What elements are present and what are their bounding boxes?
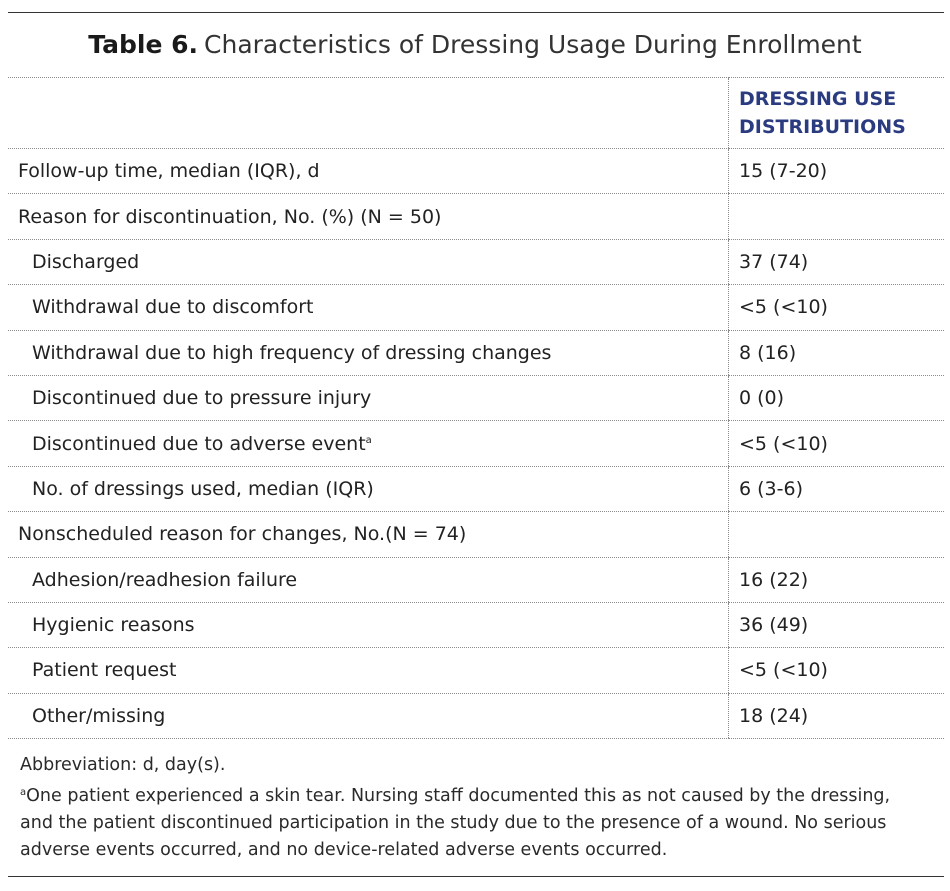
row-label: Adhesion/readhesion failure: [8, 557, 729, 602]
footnote-text: One patient experienced a skin tear. Nursing staff documented this as not caused by the dressing,: [26, 786, 891, 806]
footnote-line: and the patient discontinued participation in the study due to the presence of a wound. No serious: [20, 813, 887, 833]
table-row: [8, 239, 944, 284]
table-row: [8, 602, 944, 647]
row-value: 0 (0): [729, 375, 945, 420]
row-value: [729, 194, 945, 239]
row-value: 15 (7-20): [729, 149, 945, 194]
table-row: [8, 194, 944, 239]
table-row: [8, 375, 944, 420]
row-label: Hygienic reasons: [8, 602, 729, 647]
table-row: [8, 330, 944, 375]
row-value: 36 (49): [729, 602, 945, 647]
row-value: [729, 512, 945, 557]
header-empty-cell: [8, 78, 729, 149]
footnote-marker: a: [365, 434, 372, 446]
column-header-line2: DISTRIBUTIONS: [739, 116, 906, 138]
table-row: [8, 693, 944, 738]
row-label: Discharged: [8, 239, 729, 284]
bottom-rule: [8, 876, 944, 877]
row-value: <5 (<10): [729, 285, 945, 330]
table-row: [8, 512, 944, 557]
row-label: Patient request: [8, 648, 729, 693]
header-row: [8, 78, 944, 149]
row-label: Other/missing: [8, 693, 729, 738]
footnote-line: [20, 779, 935, 810]
table-row: [8, 557, 944, 602]
column-header: [729, 78, 945, 149]
row-value: 37 (74): [729, 239, 945, 284]
table-number: Table 6.: [88, 30, 199, 59]
row-value: 18 (24): [729, 693, 945, 738]
table-row: [8, 285, 944, 330]
column-header-line1: DRESSING USE: [739, 88, 897, 110]
row-label: Follow-up time, median (IQR), d: [8, 149, 729, 194]
section-label: Reason for discontinuation, No. (%) (N = 50): [8, 194, 729, 239]
table-notes: [20, 752, 935, 864]
row-value: 16 (22): [729, 557, 945, 602]
row-value: 6 (3-6): [729, 466, 945, 511]
table-row: [8, 466, 944, 511]
section-label: Nonscheduled reason for changes, No.(N = 74): [8, 512, 729, 557]
table-title: [0, 30, 950, 59]
row-value: <5 (<10): [729, 648, 945, 693]
abbreviation-note: Abbreviation: d, day(s).: [20, 755, 226, 775]
row-label: Withdrawal due to high frequency of dressing changes: [8, 330, 729, 375]
top-rule: [8, 12, 944, 13]
table-row: [8, 421, 944, 466]
footnote-marker: a: [20, 787, 27, 798]
table-row: [8, 648, 944, 693]
row-label: Withdrawal due to discomfort: [8, 285, 729, 330]
data-table: [8, 77, 944, 739]
row-label: Discontinued due to pressure injury: [8, 375, 729, 420]
row-label: Discontinued due to adverse event: [32, 432, 366, 455]
table-caption: Characteristics of Dressing Usage During Enrollment: [204, 30, 862, 59]
row-label: No. of dressings used, median (IQR): [8, 466, 729, 511]
row-label-with-footnote: [8, 421, 729, 466]
footnote-line: adverse events occurred, and no device-related adverse events occurred.: [20, 840, 668, 860]
row-value: 8 (16): [729, 330, 945, 375]
table-row: [8, 149, 944, 194]
row-value: <5 (<10): [729, 421, 945, 466]
